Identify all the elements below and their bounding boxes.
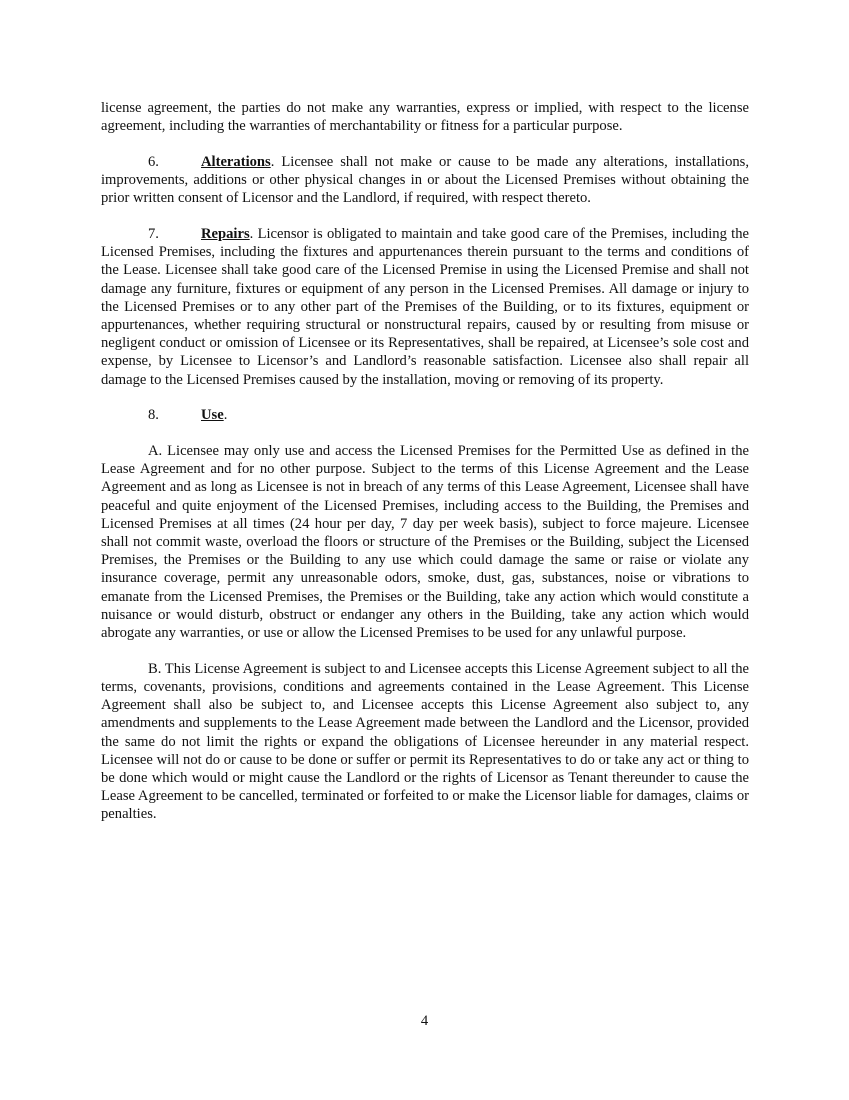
page-number: 4 [420,1013,429,1029]
section-8-number: 8. [148,407,159,424]
section-8-heading: Use [201,407,224,424]
document-body [101,99,749,841]
section-8-heading-suffix: . [223,407,228,424]
section-7-heading: Repairs [201,226,250,243]
continuation-paragraph: license agreement, the parties do not make any warranties, express or implied, with respect to the license agreement, including the warranties of merchantability or fitness for a particular purpose. [101,100,749,135]
section-7-paragraph [101,225,749,389]
section-6-paragraph [101,153,749,208]
section-6-number: 6. [148,153,159,170]
section-8-paragraph-b: B. This License Agreement is subject to and Licensee accepts this License Agreement subject to all the terms, covenants, provisions, conditions and agreements contained in the Lease Agreement. This License Agreement shall also be subject to, and Licensee accepts this License Agreement also subject to, any amendments and supplements to the Lease Agreement made between the Landlord and the Licensor, provided the same do not limit the rights or expand the obligations of Licensee hereunder in any material respect. Licensee will not do or cause to be done or suffer or permit its Representatives to do or take any act or thing to be done which would or might cause the Landlord or the rights of Licensor as Tenant thereunder to cause the Lease Agreement to be cancelled, terminated or forfeited to or make the Licensor liable for damages, claims or penalties. [101,660,749,823]
section-7-body: . Licensor is obligated to maintain and take good care of the Premises, including the Licensed Premises, including the fixtures and appurtenances therein pursuant to the terms and conditions of the Lease. Licensee shall take good care of the Licensed Premise in using the Licensed Premise and shall not damage any furniture, fixtures or equipment of any person in the Licensed Premises. All damage or injury to the Licensed Premises or to any other part of the Premises of the Building, or to its fixtures, equipment or appurtenances, whether requiring structural or nonstructural repairs, caused by or resulting from misuse or negligent conduct or omission of Licensee or its Representatives, shall be repaired, at Licensee’s sole cost and expense, by Licensee to Licensor’s and Landlord’s reasonable satisfaction. Licensee also shall repair all damage to the Licensed Premises caused by the installation, moving or removing of its property. [101,226,749,388]
section-6-body: . Licensee shall not make or cause to be made any alterations, installations, improvements, additions or other physical changes in or about the Licensed Premises without obtaining the prior written consent of Licensor and the Landlord, if required, with respect thereto. [101,153,749,207]
section-8-paragraph-a: A. Licensee may only use and access the Licensed Premises for the Permitted Use as defined in the Lease Agreement and for no other purpose. Subject to the terms of this License Agreement and the Lease Agreement and as long as Licensee is not in breach of any terms of this Lease Agreement, Licensee shall have peaceful and quite enjoyment of the Licensed Premises, including access to the Building, the Premises and Licensed Premises at all times (24 hour per day, 7 day per week basis), subject to force majeure. Licensee shall not commit waste, overload the floors or structure of the Premises or the Building, subject the Licensed Premises, the Premises or the Building to any use which could damage the same or raise or violate any insurance coverage, permit any unreasonable odors, smoke, dust, gas, substances, noise or vibrations to emanate from the Licensed Premises, the Premises or the Building, take any action which would constitute a nuisance or would disturb, obstruct or endanger any others in the Building, take any action which would abrogate any warranties, or use or allow the Licensed Premises to be used for any unlawful purpose. [101,443,749,642]
section-7-number: 7. [148,226,159,243]
section-8-paragraph [101,406,749,424]
section-6-heading: Alterations [201,153,271,170]
